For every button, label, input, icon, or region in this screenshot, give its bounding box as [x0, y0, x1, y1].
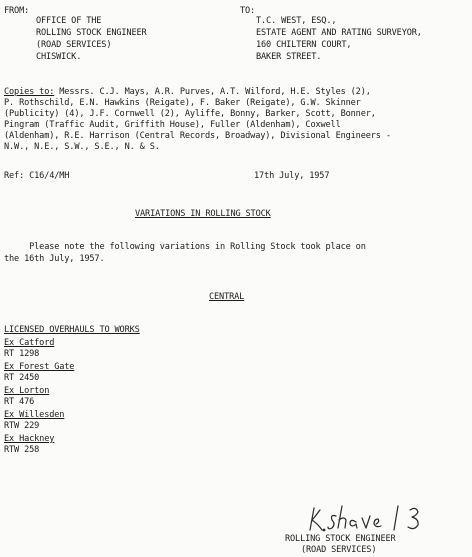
to-label: TO:	[240, 6, 256, 16]
copies-line-1: Messrs. C.J. Mays, A.R. Purves, A.T. Wilford, H.E. Styles (2),	[54, 87, 371, 97]
list-heading: LICENSED OVERHAULS TO WORKS	[4, 325, 140, 335]
list-item-from: Ex Willesden	[4, 410, 65, 420]
copies-label: Copies to:	[4, 87, 55, 97]
list-item-vehicle: RTW 229	[4, 421, 40, 431]
list-item-from: Ex Forest Gate	[4, 362, 75, 372]
list-item-from: Ex Lorton	[4, 386, 50, 396]
to-line-3: 160 CHILTERN COURT,	[256, 40, 352, 50]
section-heading: CENTRAL	[209, 292, 245, 302]
copies-line-3: (Publicity) (4), J.F. Cornwell (2), Ayliffe, Bonny, Barker, Scott, Bonner,	[4, 109, 376, 119]
reference: Ref: C16/4/MH	[4, 171, 70, 181]
letter-date: 17th July, 1957	[254, 171, 330, 181]
list-item-vehicle: RT 2450	[4, 373, 40, 383]
list-item-vehicle: RTW 258	[4, 445, 40, 455]
list-item-vehicle: RT 1298	[4, 349, 40, 359]
to-line-1: T.C. WEST, ESQ.,	[256, 16, 337, 26]
signature-title: ROLLING STOCK ENGINEER	[285, 534, 396, 544]
from-line-2: ROLLING STOCK ENGINEER	[36, 28, 147, 38]
copies-line-4: Pingram (Traffic Audit, Griffith House), Fuller (Aldenham), Coxwell	[4, 120, 341, 130]
list-item-from: Ex Catford	[4, 338, 55, 348]
from-label: FROM:	[4, 6, 30, 16]
from-line-1: OFFICE OF THE	[36, 16, 102, 26]
copies-line-5: (Aldenham), R.E. Harrison (Central Records, Broadway), Divisional Engineers -	[4, 131, 391, 141]
copies-line-6: N.W., N.E., S.W., S.E., N. & S.	[4, 142, 160, 152]
to-line-2: ESTATE AGENT AND RATING SURVEYOR,	[256, 28, 422, 38]
list-item-from: Ex Hackney	[4, 434, 55, 444]
copies-first-line	[4, 87, 371, 98]
subject-heading: VARIATIONS IN ROLLING STOCK	[135, 209, 271, 219]
handwritten-signature	[306, 500, 436, 536]
body-line-2: the 16th July, 1957.	[4, 254, 105, 264]
signature-subtitle: (ROAD SERVICES)	[301, 545, 377, 555]
body-line-1: Please note the following variations in Rolling Stock took place on	[4, 242, 366, 252]
copies-line-2: P. Rothschild, E.N. Hawkins (Reigate), F. Baker (Reigate), G.W. Skinner	[4, 98, 361, 108]
from-line-3: (ROAD SERVICES)	[36, 40, 112, 50]
from-line-4: CHISWICK.	[36, 52, 82, 62]
to-line-4: BAKER STREET.	[256, 52, 322, 62]
list-item-vehicle: RT 476	[4, 397, 35, 407]
